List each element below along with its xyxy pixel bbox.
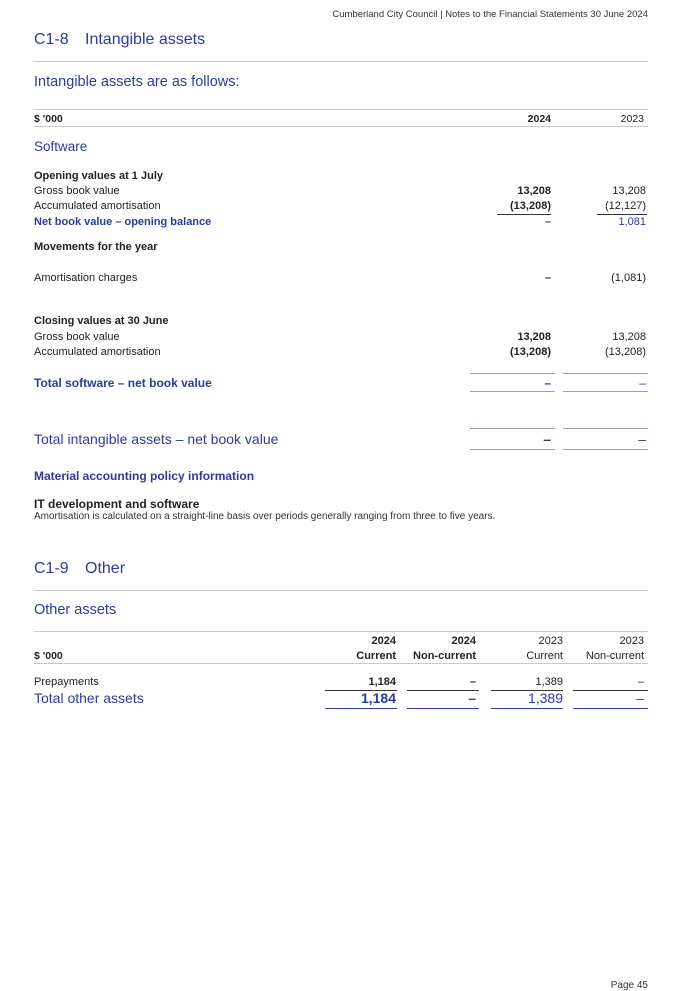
divider	[34, 631, 648, 632]
divider	[34, 126, 648, 127]
divider	[34, 61, 648, 62]
col-year: 2023	[538, 635, 563, 647]
total-software-2023: –	[639, 376, 646, 390]
divider	[34, 590, 648, 591]
page-number: Page 45	[610, 980, 648, 991]
row-value-2024: –	[544, 216, 551, 228]
total-software-2024: –	[544, 376, 551, 390]
cell: 1,184	[368, 676, 396, 688]
unit-label: $ '000	[34, 650, 63, 662]
row-value-2023: 13,208	[612, 185, 646, 197]
col-year: 2024	[451, 635, 476, 647]
section-title-c19: Other	[85, 560, 126, 577]
row-label: Amortisation charges	[34, 272, 138, 284]
total-cell: 1,389	[527, 690, 563, 706]
row-label: Gross book value	[34, 331, 120, 343]
total-rule	[407, 708, 479, 709]
row-value-2023: 1,081	[618, 216, 646, 228]
row-label: Accumulated amortisation	[34, 346, 161, 358]
total-rule-top	[470, 373, 555, 374]
total-label: Total other assets	[34, 690, 144, 706]
col-year: 2023	[619, 635, 644, 647]
row-value-2023: (13,208)	[605, 346, 646, 358]
col-type: Current	[356, 650, 396, 662]
total-intangible-2024: –	[543, 431, 551, 447]
row-label: Gross book value	[34, 185, 120, 197]
row-value-2024: (13,208)	[510, 200, 551, 212]
total-rule-bottom	[470, 449, 555, 450]
total-rule	[325, 708, 397, 709]
total-rule-top	[563, 373, 648, 374]
total-rule-bottom	[563, 391, 648, 392]
total-rule-top	[470, 428, 555, 429]
col-header-2024: 2024	[527, 113, 551, 125]
category-label: Software	[34, 139, 88, 154]
movements-heading: Movements for the year	[34, 241, 158, 253]
policy-subheading: IT development and software	[34, 497, 200, 511]
row-label: Accumulated amortisation	[34, 200, 161, 212]
cell: –	[637, 676, 644, 688]
col-header-2023: 2023	[620, 113, 644, 125]
section-title-c18: Intangible assets	[85, 31, 206, 48]
col-type: Current	[526, 650, 563, 662]
opening-heading: Opening values at 1 July	[34, 170, 163, 182]
row-value-2023: 13,208	[612, 331, 646, 343]
total-rule	[573, 708, 648, 709]
row-value-2024: 13,208	[517, 185, 551, 197]
col-type: Non-current	[413, 650, 476, 662]
divider	[34, 663, 648, 664]
closing-heading: Closing values at 30 June	[34, 315, 169, 327]
total-rule-top	[563, 428, 648, 429]
section-number-c18: C1-8	[34, 31, 69, 48]
row-value-2023: (1,081)	[611, 272, 646, 284]
total-software-label: Total software – net book value	[34, 376, 212, 390]
total-rule-bottom	[470, 391, 555, 392]
row-label: Net book value – opening balance	[34, 216, 212, 228]
total-rule	[491, 708, 563, 709]
running-header: Cumberland City Council | Notes to the Financial Statements 30 June 2024	[332, 9, 648, 20]
unit-label: $ '000	[34, 113, 63, 125]
total-intangible-label: Total intangible assets – net book value	[34, 431, 279, 447]
total-cell: 1,184	[360, 690, 396, 706]
row-value-2024: –	[544, 272, 551, 284]
total-intangible-2023: –	[638, 431, 646, 447]
row-value-2024: 13,208	[517, 331, 551, 343]
subtotal-rule	[597, 214, 647, 215]
section-number-c19: C1-9	[34, 560, 69, 577]
policy-text: Amortisation is calculated on a straight-line basis over periods generally ranging from three to five years.	[34, 511, 496, 522]
col-type: Non-current	[585, 650, 644, 662]
row-value-2024: (13,208)	[510, 346, 551, 358]
intro-text: Intangible assets are as follows:	[34, 74, 240, 90]
total-rule-bottom	[563, 449, 648, 450]
cell: –	[469, 676, 476, 688]
subtitle-other-assets: Other assets	[34, 602, 117, 618]
row-value-2023: (12,127)	[605, 200, 646, 212]
subtotal-rule	[497, 214, 551, 215]
cell: 1,389	[535, 676, 563, 688]
total-cell: –	[468, 690, 476, 706]
total-cell: –	[636, 690, 644, 706]
policy-heading: Material accounting policy information	[34, 469, 255, 483]
divider	[34, 109, 648, 110]
row-label: Prepayments	[34, 676, 99, 688]
col-year: 2024	[371, 635, 396, 647]
